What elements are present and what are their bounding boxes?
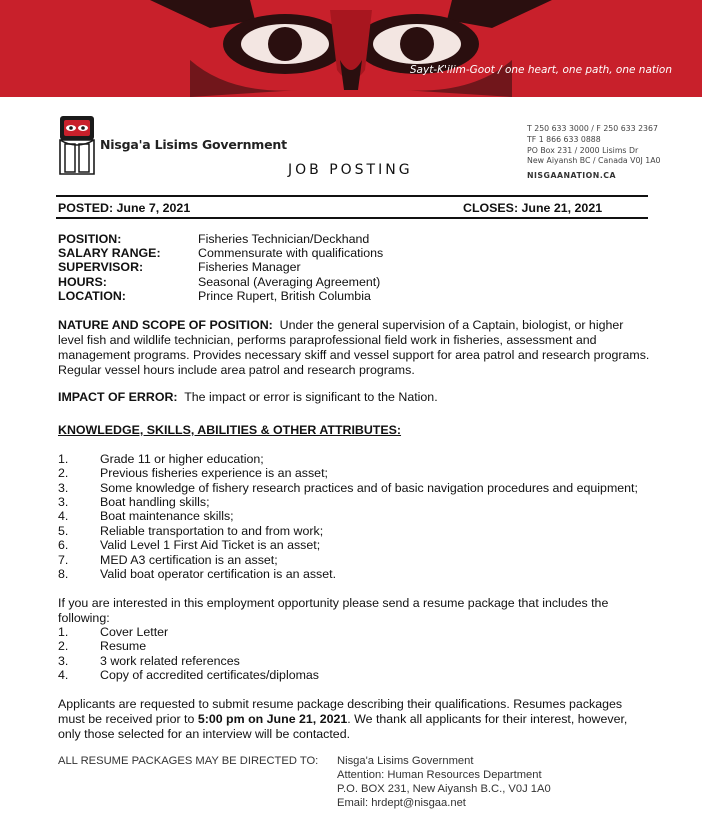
header-banner: [0, 0, 702, 97]
item-number: 6.: [58, 538, 69, 552]
contact-phone-fax: T 250 633 3000 / F 250 633 2367: [527, 124, 658, 133]
item-text: Reliable transportation to and from work;: [100, 524, 324, 538]
item-text: Previous fisheries experience is an asset;: [100, 466, 328, 480]
nisgaa-crest-logo: [58, 116, 96, 183]
closes-date: CLOSES: June 21, 2021: [463, 201, 603, 215]
item-number: 4.: [58, 509, 69, 523]
top-rule: [56, 195, 648, 197]
nature-scope-section: [58, 318, 650, 378]
item-number: 7.: [58, 553, 69, 567]
apply-intro: If you are interested in this employment opportunity please send a resume package that includes the following:: [58, 596, 609, 625]
address-line: Attention: Human Resources Department: [337, 769, 542, 781]
item-text: Boat handling skills;: [100, 495, 210, 509]
contact-website: NISGAANATION.CA: [527, 171, 617, 181]
contact-city: New Aiyansh BC / Canada V0J 1A0: [527, 156, 661, 166]
impact-section: [58, 390, 650, 405]
posted-date: POSTED: June 7, 2021: [58, 201, 191, 215]
item-number: 8.: [58, 567, 69, 581]
item-text: Boat maintenance skills;: [100, 509, 234, 523]
item-text: MED A3 certification is an asset;: [100, 553, 278, 567]
formline-mask-art: [0, 0, 702, 97]
item-text: 3 work related references: [100, 654, 240, 668]
detail-label: SUPERVISOR:: [58, 260, 144, 274]
item-number: 2.: [58, 466, 69, 480]
item-number: 2.: [58, 639, 69, 653]
impact-heading: IMPACT OF ERROR:: [58, 390, 178, 404]
ksa-heading: KNOWLEDGE, SKILLS, ABILITIES & OTHER ATTRIBUTES:: [58, 423, 402, 437]
document-title: JOB POSTING: [288, 162, 413, 178]
item-number: 3.: [58, 481, 69, 495]
detail-value: Fisheries Manager: [198, 260, 301, 274]
detail-label: SALARY RANGE:: [58, 246, 161, 260]
item-text: Resume: [100, 639, 147, 653]
item-text: Cover Letter: [100, 625, 169, 639]
item-text: Some knowledge of fishery research practices and of basic navigation procedures and equipment;: [100, 481, 638, 495]
contact-po-box: PO Box 231 / 2000 Lisims Dr: [527, 145, 639, 155]
detail-value: Commensurate with qualifications: [198, 246, 384, 260]
email-link[interactable]: Email: hrdept@nisgaa.net: [337, 797, 466, 809]
bottom-rule: [56, 217, 648, 219]
tagline: Sayt-K'ilim-Goot / one heart, one path, one nation: [409, 64, 672, 76]
item-text: Valid boat operator certification is an asset.: [100, 567, 337, 581]
contact-toll-free: TF 1 866 633 0888: [527, 134, 601, 144]
detail-label: LOCATION:: [58, 289, 126, 303]
deadline: 5:00 pm on June 21, 2021: [197, 712, 348, 726]
detail-value: Prince Rupert, British Columbia: [198, 289, 371, 303]
nature-scope-text: Under the general supervision of a Captain, biologist, or higher level fish and wildlife technician, performs paraprofessional field work in fisheries, assessment and management programs. Provides necessary skiff and vessel support for area patrol and research programs. Regular vessel hours include area patrol and research programs.: [58, 318, 650, 377]
nature-scope-heading: NATURE AND SCOPE OF POSITION:: [58, 318, 273, 332]
item-number: 4.: [58, 668, 69, 682]
impact-text: The impact or error is significant to the Nation.: [184, 390, 438, 404]
detail-value: Fisheries Technician/Deckhand: [198, 232, 370, 246]
contact-block: [527, 124, 661, 182]
item-number: 5.: [58, 524, 69, 538]
address-line: Nisga'a Lisims Government: [337, 755, 474, 767]
item-number: 1.: [58, 625, 69, 639]
item-number: 3.: [58, 495, 69, 509]
closing-paragraph: [58, 697, 650, 742]
detail-label: POSITION:: [58, 232, 122, 246]
item-number: 3.: [58, 654, 69, 668]
closing-text-2: . We thank all applicants for their interest, however, only those selected for an interview will be contacted.: [58, 712, 628, 741]
item-text: Valid Level 1 First Aid Ticket is an asset;: [100, 538, 321, 552]
item-text: Grade 11 or higher education;: [100, 452, 264, 466]
organization-name: Nisga'a Lisims Government: [100, 137, 287, 152]
item-text: Copy of accredited certificates/diplomas: [100, 668, 320, 682]
address-line: P.O. BOX 231, New Aiyansh B.C., V0J 1A0: [337, 783, 551, 795]
detail-value: Seasonal (Averaging Agreement): [198, 275, 381, 289]
directed-to-label: ALL RESUME PACKAGES MAY BE DIRECTED TO:: [58, 755, 319, 767]
detail-label: HOURS:: [58, 275, 107, 289]
closing-text-1: Applicants are requested to submit resume package describing their qualifications. Resumes packages must be received prior to: [58, 697, 623, 726]
item-number: 1.: [58, 452, 69, 466]
